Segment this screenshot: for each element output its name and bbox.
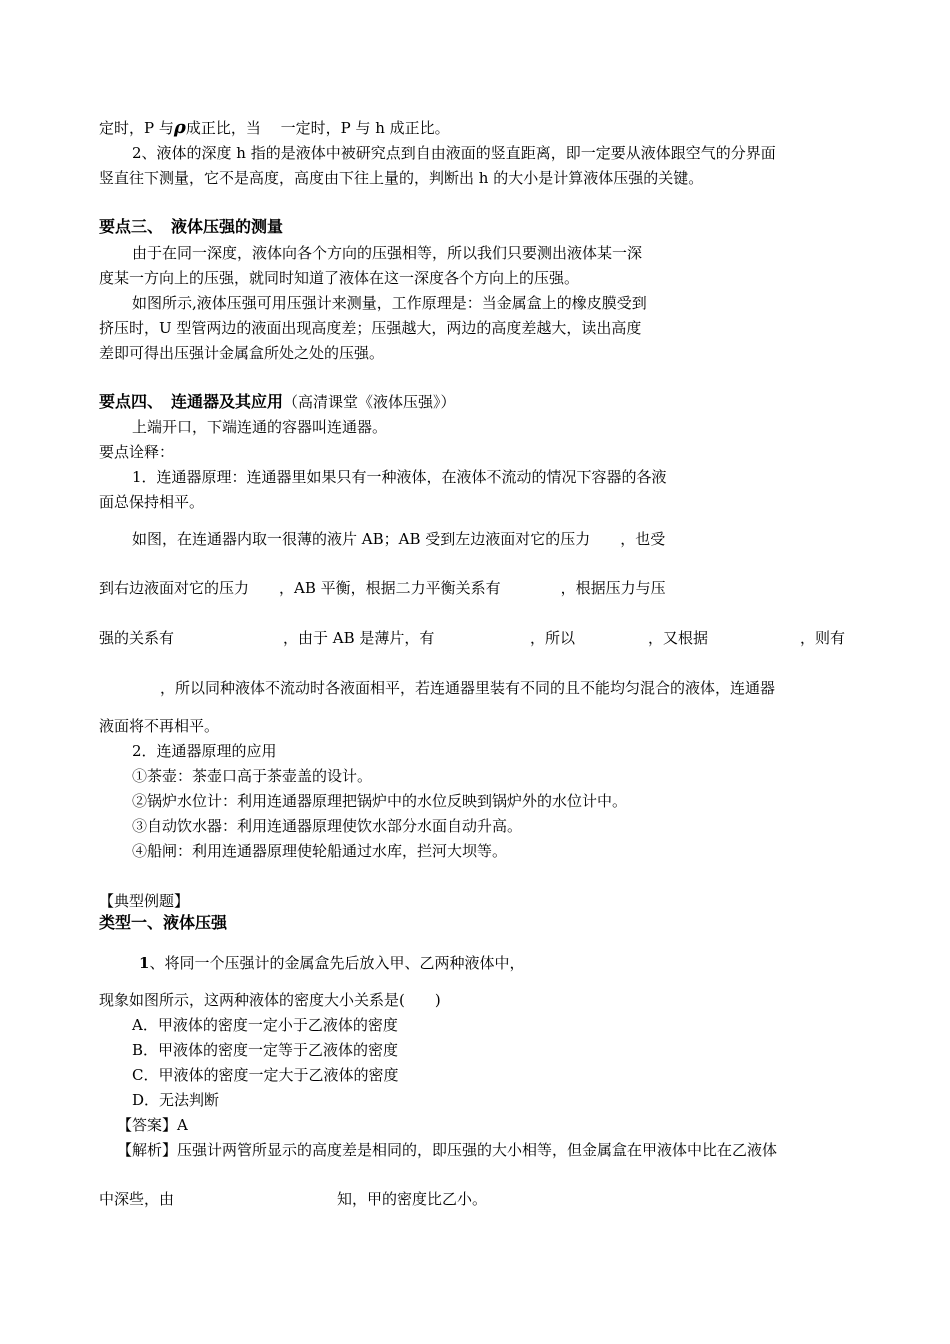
section4-line-9: 液面将不再相平。 [99, 717, 220, 735]
type1-heading: 类型一、液体压强 [99, 913, 228, 932]
option-d: D．无法判断 [132, 1091, 220, 1109]
heading-text: 要点四、 连通器及其应用 [99, 392, 284, 411]
section3-line-3: 如图所示,液体压强可用压强计来测量，工作原理是：当金属盒上的橡皮膜受到 [132, 294, 647, 312]
section3-line-5: 差即可得出压强计金属盒所处之处的压强。 [99, 344, 385, 362]
section4-line-2: 要点诠释： [99, 443, 175, 461]
text: 定时，P 与 [99, 119, 174, 137]
rho-symbol: ρ [173, 117, 186, 138]
intro-line-3: 竖直往下测量，它不是高度，高度由下往上量的，判断出 h 的大小是计算液体压强的关键。 [99, 169, 704, 187]
question-text: 、将同一个压强计的金属盒先后放入甲、乙两种液体中， [149, 954, 525, 972]
section4-line-3: 1．连通器原理：连通器里如果只有一种液体，在液体不流动的情况下容器的各液 [132, 468, 667, 486]
answer: 【答案】A [117, 1116, 188, 1134]
section4-line-13: ③自动饮水器：利用连通器原理使饮水部分水面自动升高。 [132, 817, 523, 835]
section4-line-11: ①茶壶：茶壶口高于茶壶盖的设计。 [132, 767, 373, 785]
intro-line-1 [99, 118, 450, 138]
option-c: C．甲液体的密度一定大于乙液体的密度 [132, 1066, 399, 1084]
section4-line-12: ②锅炉水位计：利用连通器原理把锅炉中的水位反映到锅炉外的水位计中。 [132, 792, 628, 810]
option-a: A．甲液体的密度一定小于乙液体的密度 [132, 1016, 398, 1034]
section4-line-14: ④船闸：利用连通器原理使轮船通过水库，拦河大坝等。 [132, 842, 508, 860]
section3-line-4: 挤压时，U 型管两边的液面出现高度差；压强越大，两边的高度差越大，读出高度 [99, 319, 642, 337]
section4-line-8: ，所以同种液体不流动时各液面相平，若连通器里装有不同的且不能均匀混合的液体，连通器 [160, 679, 776, 697]
analysis-line-1: 【解析】压强计两管所显示的高度差是相同的，即压强的大小相等，但金属盒在甲液体中比在乙液体 [117, 1141, 778, 1159]
section4-line-4: 面总保持相平。 [99, 493, 205, 511]
question-1-line-2: 现象如图所示，这两种液体的密度大小关系是( ) [99, 991, 441, 1009]
section4-line-1: 上端开口，下端连通的容器叫连通器。 [132, 418, 388, 436]
section4-line-7b: ，由于 AB 是薄片，有 [283, 629, 435, 647]
section3-line-2: 度某一方向上的压强，就同时知道了液体在这一深度各个方向上的压强。 [99, 269, 580, 287]
section4-line-6: 到右边液面对它的压力 ，AB 平衡，根据二力平衡关系有 ，根据压力与压 [99, 579, 666, 597]
section4-line-7c: ，所以 [530, 629, 576, 647]
question-1-line-1 [139, 953, 524, 973]
section4-line-10: 2．连通器原理的应用 [132, 742, 277, 760]
section4-line-7d: ，又根据 [648, 629, 709, 647]
section3-heading: 要点三、 液体压强的测量 [99, 217, 284, 236]
section3-line-1: 由于在同一深度，液体向各个方向的压强相等，所以我们只要测出液体某一深 [132, 244, 643, 262]
analysis-line-2b: 知，甲的密度比乙小。 [337, 1190, 488, 1208]
section4-line-7a: 强的关系有 [99, 629, 175, 647]
section4-heading [99, 392, 456, 412]
text: 成正比，当 一定时，P 与 h 成正比。 [185, 119, 450, 137]
question-number: 1 [139, 954, 150, 972]
intro-line-2: 2、液体的深度 h 指的是液体中被研究点到自由液面的竖直距离，即一定要从液体跟空气的分界面 [132, 144, 776, 162]
heading-note: （高清课堂《液体压强》） [283, 393, 456, 411]
option-b: B．甲液体的密度一定等于乙液体的密度 [132, 1041, 399, 1059]
analysis-line-2a: 中深些，由 [99, 1190, 175, 1208]
section4-line-7e: ，则有 [800, 629, 846, 647]
examples-title: 【典型例题】 [99, 892, 190, 910]
section4-line-5: 如图，在连通器内取一很薄的液片 AB；AB 受到左边液面对它的压力 ，也受 [132, 530, 666, 548]
